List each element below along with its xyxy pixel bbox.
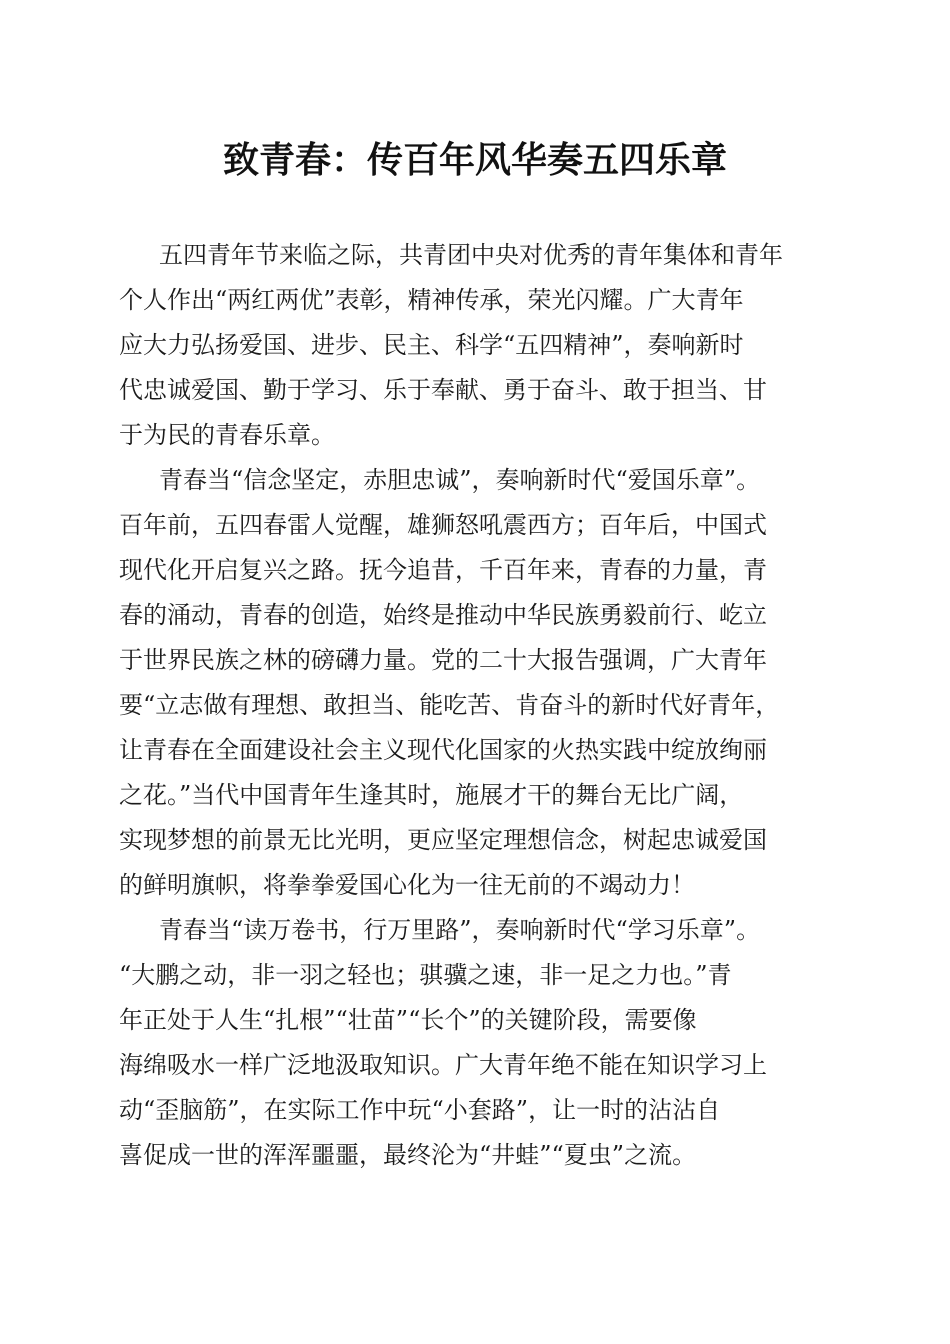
document-body	[119, 233, 839, 1178]
paragraph-line: 的鲜明旗帜，将拳拳爱国心化为一往无前的不竭动力！	[119, 871, 695, 899]
paragraph-line: 百年前，五四春雷人觉醒，雄狮怒吼震西方；百年后，中国式	[119, 511, 767, 539]
paragraph-line: 海绵吸水一样广泛地汲取知识。广大青年绝不能在知识学习上	[119, 1051, 767, 1079]
paragraph-line: 于世界民族之林的磅礴力量。党的二十大报告强调，广大青年	[119, 646, 767, 674]
paragraph-line: 动“歪脑筋”，在实际工作中玩“小套路”，让一时的沾沾自	[119, 1096, 721, 1124]
paragraph-line: 喜促成一世的浑浑噩噩，最终沦为“井蛙”“夏虫”之流。	[119, 1141, 697, 1169]
paragraph-line: 青春当“信念坚定，赤胆忠诚”，奏响新时代“爱国乐章”。	[159, 466, 761, 494]
paragraph	[119, 233, 839, 458]
paragraph-line: 代忠诚爱国、勤于学习、乐于奉献、勇于奋斗、敢于担当、甘	[119, 376, 767, 404]
paragraph-line: 年正处于人生“扎根”“壮苗”“长个”的关键阶段，需要像	[119, 1006, 697, 1034]
paragraph-line: 现代化开启复兴之路。抚今追昔，千百年来，青春的力量，青	[119, 556, 767, 584]
paragraph-line: 五四青年节来临之际，共青团中央对优秀的青年集体和青年	[159, 241, 783, 269]
paragraph	[119, 908, 839, 1178]
paragraph	[119, 458, 839, 908]
paragraph-line: 之花。”当代中国青年生逢其时，施展才干的舞台无比广阔，	[119, 781, 744, 809]
paragraph-line: “大鹏之动，非一羽之轻也；骐骥之速，非一足之力也。”青	[119, 961, 732, 989]
paragraph-line: 应大力弘扬爱国、进步、民主、科学“五四精神”，奏响新时	[119, 331, 744, 359]
paragraph-line: 青春当“读万卷书，行万里路”，奏响新时代“学习乐章”。	[159, 916, 761, 944]
paragraph-line: 要“立志做有理想、敢担当、能吃苦、肯奋斗的新时代好青年，	[119, 691, 780, 719]
paragraph-line: 让青春在全面建设社会主义现代化国家的火热实践中绽放绚丽	[119, 736, 767, 764]
paragraph-line: 实现梦想的前景无比光明，更应坚定理想信念，树起忠诚爱国	[119, 826, 767, 854]
paragraph-line: 个人作出“两红两优”表彰，精神传承，荣光闪耀。广大青年	[119, 286, 744, 314]
document-title: 致青春：传百年风华奏五四乐章	[222, 139, 727, 181]
paragraph-line: 春的涌动，青春的创造，始终是推动中华民族勇毅前行、屹立	[119, 601, 767, 629]
paragraph-line: 于为民的青春乐章。	[119, 421, 335, 449]
